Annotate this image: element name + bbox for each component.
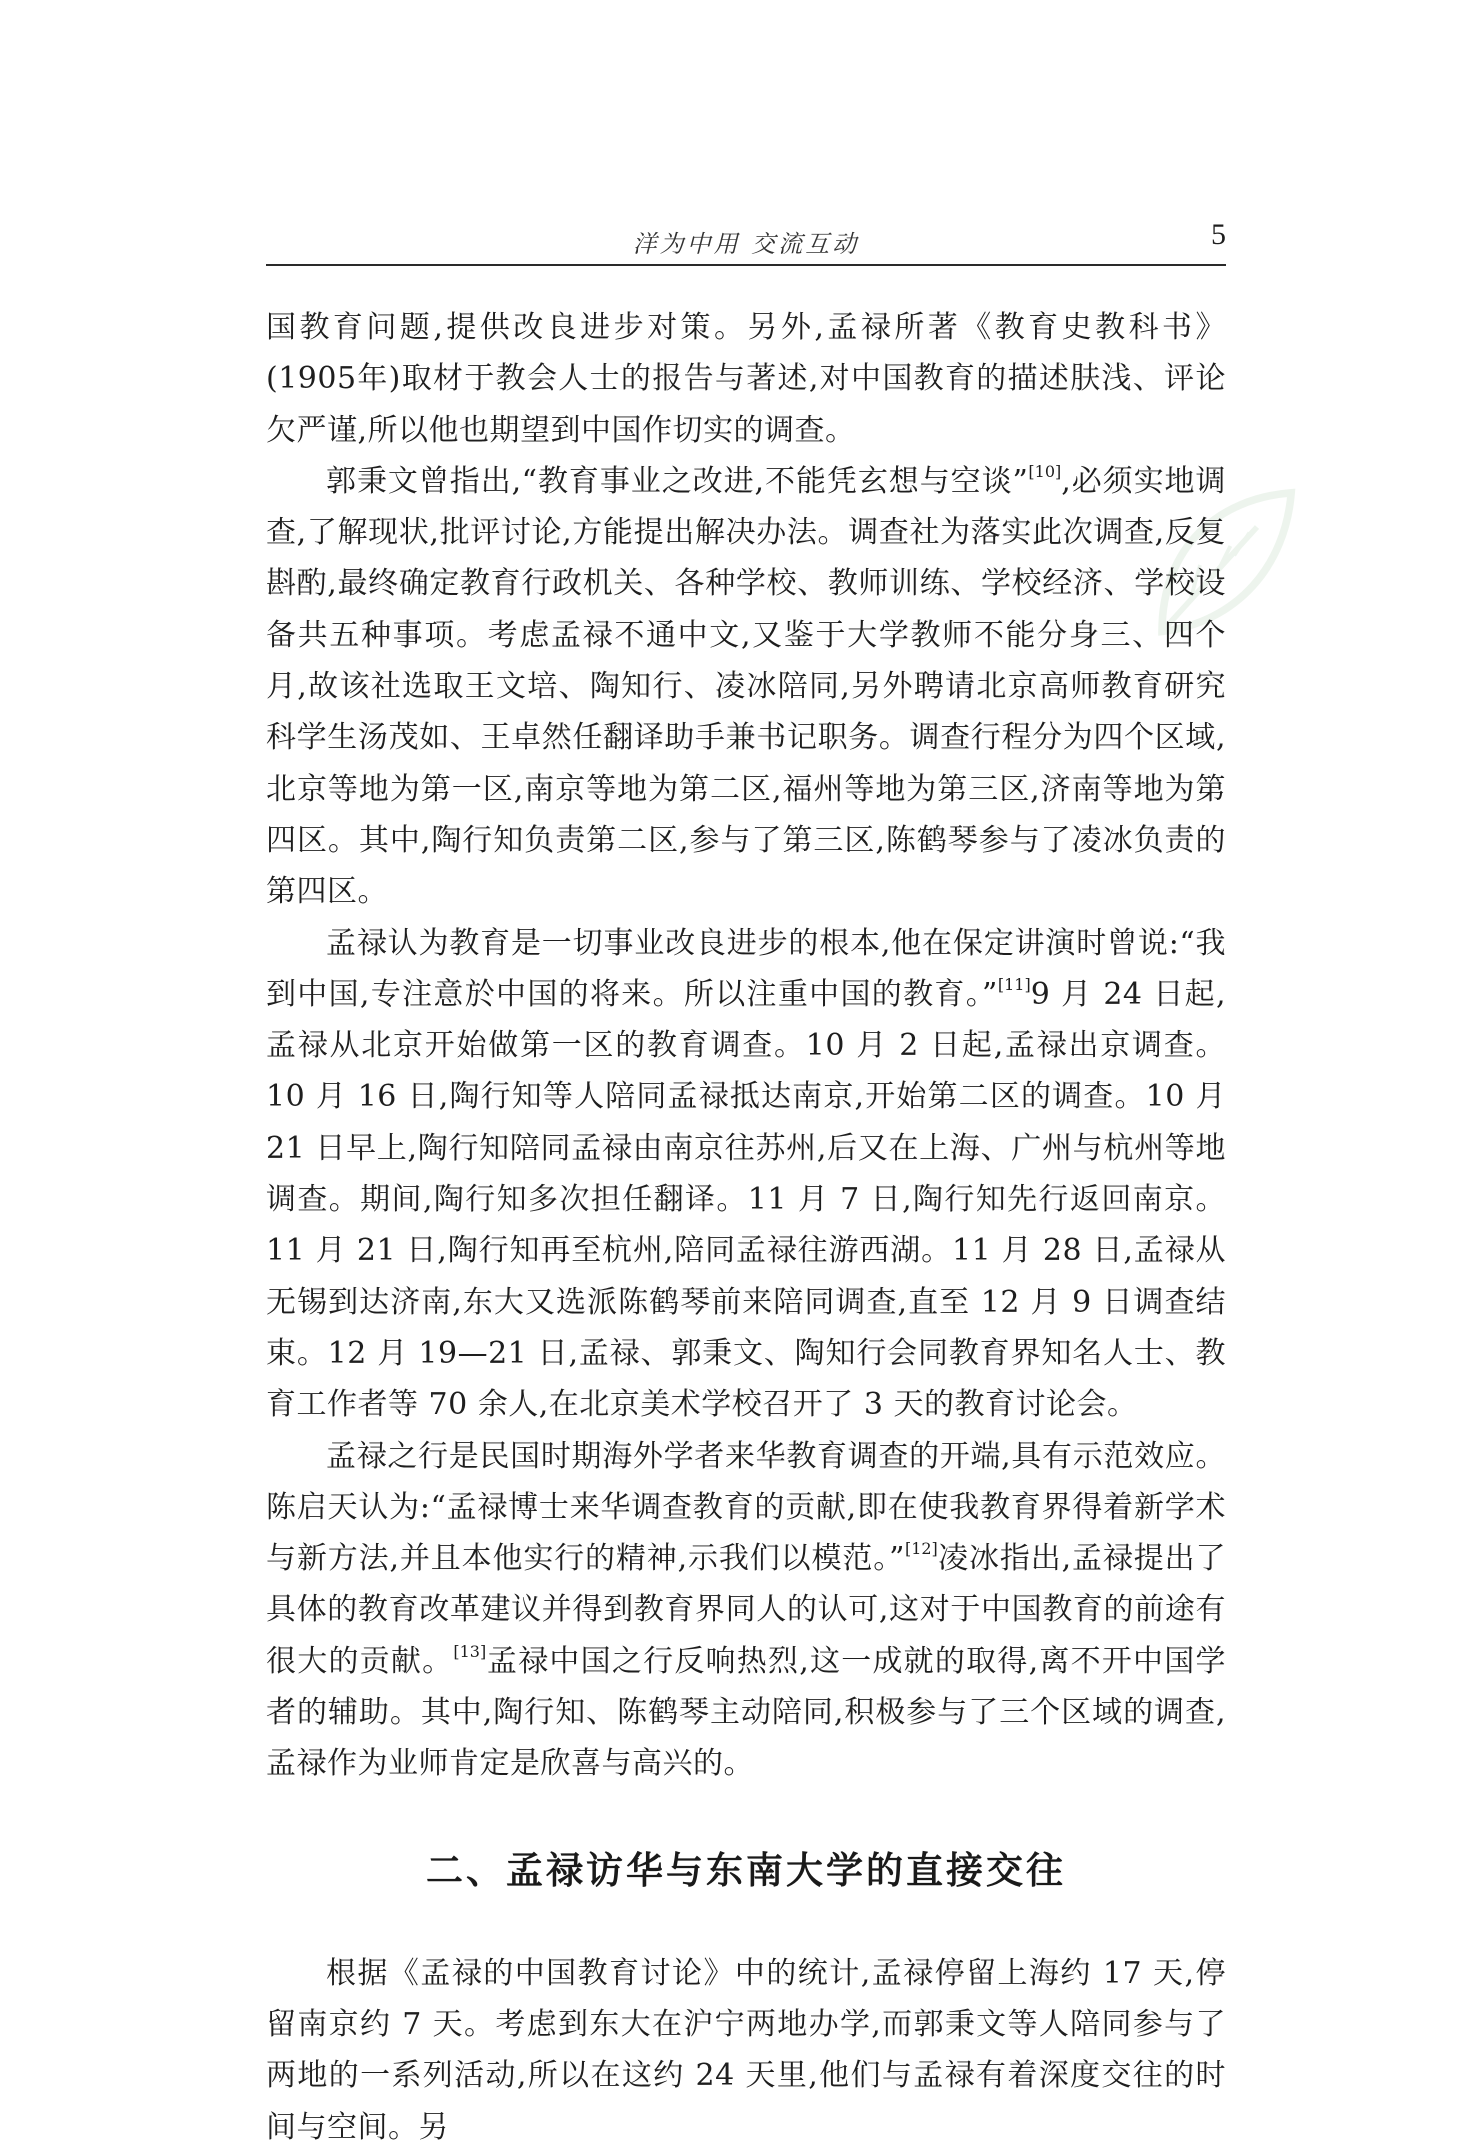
paragraph-text: ,必须实地调查,了解现状,批评讨论,方能提出解决办法。调查社为落实此次调查,反复斟酌,最终确定教育行政机关、各种学校、教师训练、学校经济、学校设备共五种事项。考虑孟禄不通中文,又鉴于大学教师不能分身三、四个月,故该社选取王文培、陶知行、凌冰陪同,另外聘请北京高师教育研究科学生汤茂如、王卓然任翻译助手兼书记职务。调查行程分为四个区域,北京等地为第一区,南京等地为第二区,福州等地为第三区,济南等地为第四区。其中,陶行知负责第二区,参与了第三区,陈鹤琴参与了凌冰负责的第四区。 <box>266 463 1226 910</box>
body-paragraph <box>266 302 1226 456</box>
body-paragraph <box>266 1948 1226 2153</box>
body-paragraph <box>266 456 1226 918</box>
body-paragraph <box>266 918 1226 1431</box>
section-heading: 二、孟禄访华与东南大学的直接交往 <box>426 1847 1066 1892</box>
paragraph-text: 凌冰指出,孟禄提出了具体的教育改革建议并得到教育界同人的认可,这对于中国教育的前途有很大的贡献。 <box>266 1541 1226 1679</box>
citation-ref: [11] <box>997 974 1031 994</box>
citation-ref: [13] <box>453 1641 487 1661</box>
paragraph-text: 国教育问题,提供改良进步对策。另外,孟禄所著《教育史教科书》(1905年)取材于教会人士的报告与著述,对中国教育的描述肤浅、评论欠严谨,所以他也期望到中国作切实的调查。 <box>266 310 1226 448</box>
paragraph-text: 孟禄认为教育是一切事业改良进步的根本,他在保定讲演时曾说:“我到中国,专注意於中国的将来。所以注重中国的教育。” <box>266 925 1226 1012</box>
paragraph-text: 孟禄之行是民国时期海外学者来华教育调查的开端,具有示范效应。陈启天认为:“孟禄博士来华调查教育的贡献,即在使我教育界得着新学术与新方法,并且本他实行的精神,示我们以模范。” <box>266 1438 1226 1577</box>
paragraph-text: 根据《孟禄的中国教育讨论》中的统计,孟禄停留上海约 17 天,停留南京约 7 天。考虑到东大在沪宁两地办学,而郭秉文等人陪同参与了两地的一系列活动,所以在这约 24 天里,他们与孟禄有着深度交往的时间与空间。另 <box>266 1955 1226 2145</box>
paragraphs-before-heading <box>266 302 1226 1790</box>
paragraphs-after-heading <box>266 1948 1226 2153</box>
paragraph-text: 孟禄中国之行反响热烈,这一成就的取得,离不开中国学者的辅助。其中,陶行知、陈鹤琴主动陪同,积极参与了三个区域的调查,孟禄作为业师肯定是欣喜与高兴的。 <box>266 1643 1226 1782</box>
paragraph-text: 郭秉文曾指出,“教育事业之改进,不能凭玄想与空谈” <box>326 463 1029 499</box>
citation-ref: [10] <box>1028 461 1062 481</box>
citation-ref: [12] <box>904 1539 938 1559</box>
running-header <box>266 214 1226 266</box>
body-paragraph <box>266 1431 1226 1790</box>
page-number: 5 <box>1211 218 1226 251</box>
body-text <box>266 302 1226 2153</box>
running-title: 洋为中用 交流互动 <box>632 230 860 258</box>
paragraph-text: 9 月 24 日起,孟禄从北京开始做第一区的教育调查。10 月 2 日起,孟禄出京调查。10 月 16 日,陶行知等人陪同孟禄抵达南京,开始第二区的调查。10 月 21 日早上,陶行知陪同孟禄由南京往苏州,后又在上海、广州与杭州等地调查。期间,陶行知多次担任翻译。11 月 7 日,陶行知先行返回南京。11 月 21 日,陶行知再至杭州,陪同孟禄往游西湖。11 月 28 日,孟禄从无锡到达济南,东大又选派陈鹤琴前来陪同调查,直至 12 月 9 日调查结束。12 月 19—21 日,孟禄、郭秉文、陶知行会同教育界知名人士、教育工作者等 70 余人,在北京美术学校召开了 3 天的教育讨论会。 <box>266 976 1226 1423</box>
